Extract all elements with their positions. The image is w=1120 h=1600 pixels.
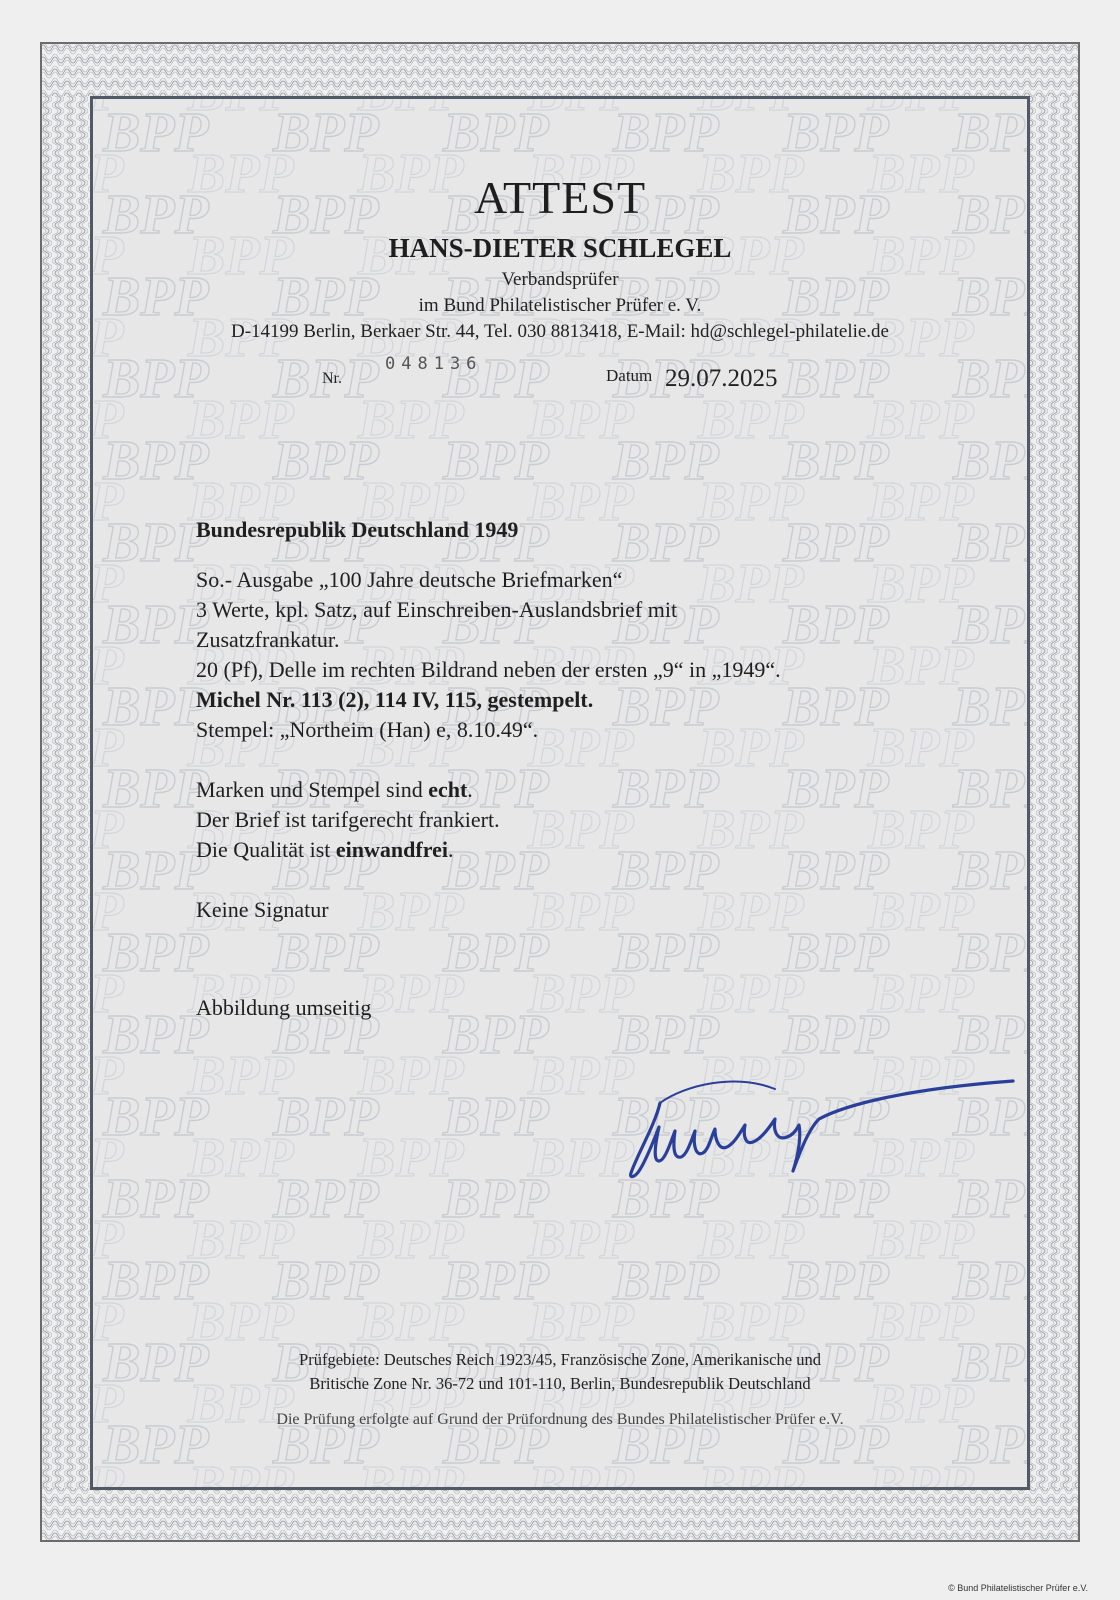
examination-areas-line-1: Prüfgebiete: Deutsches Reich 1923/45, Französische Zone, Amerikanische und: [299, 1350, 821, 1369]
result-line-1: Marken und Stempel sind echt.: [196, 777, 473, 802]
signature-note: Keine Signatur: [196, 897, 329, 922]
body-heading: Bundesrepublik Deutschland 1949: [196, 517, 519, 542]
result-line-2: Der Brief ist tarifgerecht frankiert.: [196, 807, 500, 832]
address-line: D-14199 Berlin, Berkaer Str. 44, Tel. 030 8813418, E-Mail: hd@schlegel-philatelie.de: [231, 321, 889, 342]
examiner-name: HANS-DIETER SCHLEGEL: [388, 233, 732, 263]
examination-areas-line-2: Britische Zone Nr. 36-72 und 101-110, Berlin, Bundesrepublik Deutschland: [309, 1374, 811, 1393]
examiner-role: Verbandsprüfer: [501, 269, 619, 290]
body-line-1: So.- Ausgabe „100 Jahre deutsche Briefmarken“: [196, 567, 623, 592]
handwritten-signature: [625, 1075, 1015, 1195]
copyright-notice: © Bund Philatelistischer Prüfer e.V.: [948, 1583, 1088, 1593]
document-title: ATTEST: [473, 172, 647, 223]
association-line: im Bund Philatelistischer Prüfer e. V.: [418, 295, 702, 316]
body-line-3: Zusatzfrankatur.: [196, 627, 340, 652]
body-line-2: 3 Werte, kpl. Satz, auf Einschreiben-Auslandsbrief mit: [196, 597, 678, 622]
body-line-5: Michel Nr. 113 (2), 114 IV, 115, gestempelt.: [196, 687, 594, 712]
body-line-6: Stempel: „Northeim (Han) e, 8.10.49“.: [196, 717, 539, 742]
certificate-number: 048136: [385, 354, 483, 374]
image-note: Abbildung umseitig: [196, 995, 372, 1020]
date-label: Datum: [606, 366, 653, 385]
date-value: 29.07.2025: [665, 365, 778, 392]
certificate-number-label: Nr.: [322, 370, 342, 387]
regulation-line: Die Prüfung erfolgte auf Grund der Prüfordnung des Bundes Philatelistischer Prüfer e.V.: [276, 1411, 844, 1428]
result-line-3: Die Qualität ist einwandfrei.: [196, 837, 454, 862]
attest-content: [93, 99, 1027, 1487]
body-line-4: 20 (Pf), Delle im rechten Bildrand neben der ersten „9“ in „1949“.: [196, 657, 781, 682]
